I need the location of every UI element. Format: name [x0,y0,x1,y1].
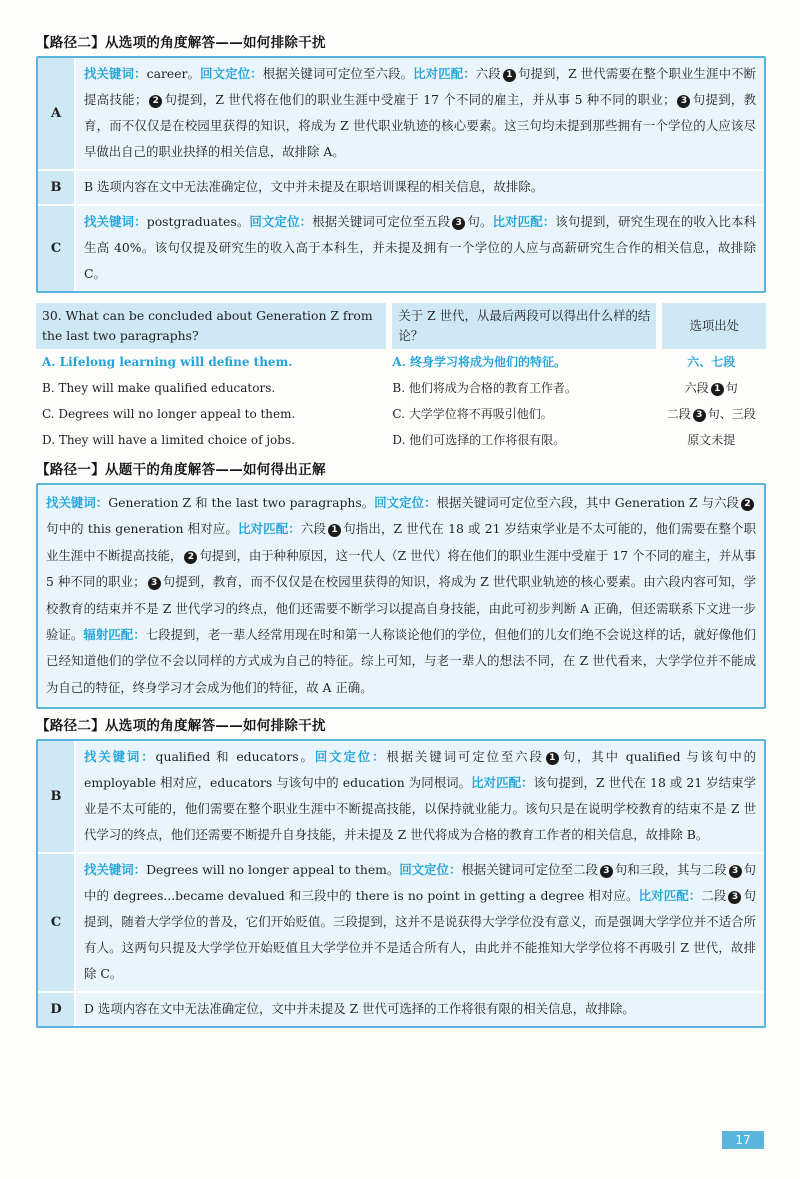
text-segment: 句提到，教育，而不仅仅是在校园里获得的知识，将成为 Z 世代职业轨迹的核心要素。这三句均未提到那些拥有一个学位的人应该尽早做出自己的职业抉择的相关信息，故排除 A。 [84,92,757,159]
text-segment: 句 [725,381,738,395]
keyword-label: 比对匹配： [237,521,301,537]
text-segment: 该句提到，Z 世代在 18 或 21 岁结束学业是不太可能的，他们需要在整个职业生涯中不断提高技能，以保持就业能力。该句只是在说明学校教育的结束不是 Z 世代学习的终点，他们还需要不断提升自身技能，并未提及 Z 世代将成为合格的教育工作者的相关信息，故排除 B。 [84,775,756,843]
option-source [656,375,766,401]
keyword-label: 找关键词： [84,749,156,765]
options-table-bottom [38,741,764,1026]
analysis-box [36,483,766,709]
section-heading-path2-bottom: 【路径二】从选项的角度解答——如何排除干扰 [36,718,326,735]
answer-option-row [36,427,766,453]
text-segment: 句中的 this generation 相对应。 [46,521,238,537]
text-segment: Generation Z 和 the last two paragraphs。 [108,495,375,510]
option-en: C. Degrees will no longer appeal to them. [42,407,296,421]
text-segment: 根据关键词可定位至二段 [461,862,598,878]
keyword-label: 回文定位： [249,214,313,229]
option-cn: C. 大学学位将不再吸引他们。 [392,407,553,421]
text-segment: B 选项内容在文中无法准确定位，文中并未提及在职培训课程的相关信息，故排除。 [84,179,544,194]
option-row-a [38,58,764,170]
options-box-bottom [36,739,766,1028]
text-segment: 六、七段 [687,355,736,369]
source-header: 选项出处 [656,303,766,349]
text-segment: Degrees will no longer appeal to them。 [146,862,400,878]
option-en: D. They will have a limited choice of jobs. [42,433,295,447]
option-letter: C [38,853,75,992]
option-explanation [75,853,764,992]
question-cn: 关于 Z 世代，从最后两段可以得出什么样的结论？ [386,303,656,349]
option-explanation [75,992,764,1026]
text-segment: 句提到，Z 世代需要在整个职业生涯中不断提高技能； [84,66,757,107]
option-letter: B [38,170,75,205]
sentence-number-badge: 3 [452,217,465,230]
option-explanation [75,58,764,170]
option-cn: A. 终身学习将成为他们的特征。 [392,355,567,369]
option-cn: D. 他们可选择的工作将很有限。 [392,433,566,447]
text-segment: 六段 [684,381,709,395]
text-segment: D 选项内容在文中无法准确定位，文中并未提及 Z 世代可选择的工作将很有限的相关信息，故排除。 [84,1001,635,1017]
text-segment: 二段 [701,888,727,904]
option-letter: B [38,741,75,853]
text-segment: 根据关键词可定位至六段。 [262,66,414,81]
keyword-label: 比对匹配： [413,66,476,81]
text-segment: 七段提到，老一辈人经常用现在时和第一人称谈论他们的学位，但他们的儿女们绝不会说这样的话，就好像他们已经知道他们的学位不会以同样的方式成为自己的特征。综上可知，与老一辈人的想法不同，在 Z 世代看来，大学学位并不能成为自己的特征，终身学习才会成为他们的特征，故 A 正确。 [46,627,757,695]
option-letter: D [38,992,75,1026]
text-segment: 句提到，由于种种原因，这一代人（Z 世代）将在他们的职业生涯中受雇于 17 个不同的雇主，并从事 5 种不同的职业； [46,547,757,590]
sentence-number-badge: 1 [546,752,559,765]
analysis-text [38,485,764,707]
question-30-table [36,303,766,453]
keyword-label: 比对匹配： [638,888,702,904]
text-segment: 根据关键词可定位至五段 [312,214,451,229]
text-segment: 原文未提 [687,433,736,447]
answer-option-row [36,401,766,427]
option-source [656,401,766,427]
sentence-number-badge: 3 [600,865,613,878]
answer-option-row [36,349,766,375]
option-en: B. They will make qualified educators. [42,381,276,395]
sentence-number-badge: 2 [149,95,162,108]
option-explanation [75,170,764,205]
text-segment: 该句提到，研究生现在的收入比本科生高 40%。该句仅提及研究生的收入高于本科生，并未提及拥有一个学位的人应与高薪研究生合作的相关信息，故排除 C。 [84,214,757,281]
text-segment: 根据关键词可定位至六段，其中 Generation Z 与六段 [436,495,740,510]
text-segment: 六段 [300,521,327,537]
page-number: 17 [722,1131,764,1149]
option-en: A. Lifelong learning will define them. [42,355,293,369]
options-box-top [36,56,766,293]
keyword-label: 找关键词： [46,495,109,510]
text-segment: 句和三段，其与二段 [614,862,727,878]
page [36,30,766,1028]
option-letter: A [38,58,75,170]
option-row-d [38,992,764,1026]
keyword-label: 比对匹配： [492,214,556,229]
text-segment: 句中的 degrees...became devalued 和三段中的 there is no point in getting a degree 相对应。 [84,862,757,904]
sentence-number-badge: 2 [741,498,754,511]
text-segment: 句提到，随着大学学位的普及，它们开始贬值。三段提到，这并不是说获得大学学位没有意义，而是强调大学学位并不适合所有人。这两句只提及大学学位开始贬值且大学学位并不是适合所有人，由此并不能推知大学学位将不再吸引 Z 世代，故排除 C。 [84,888,757,982]
text-segment: 二段 [666,407,691,421]
sentence-number-badge: 3 [729,865,742,878]
sentence-number-badge: 3 [693,409,706,422]
sentence-number-badge: 1 [711,383,724,396]
keyword-label: 找关键词： [84,862,147,878]
section-heading-path2-top: 【路径二】从选项的角度解答——如何排除干扰 [36,35,326,51]
option-source [656,427,766,453]
text-segment: 根据关键词可定位至六段 [386,749,544,765]
section-heading-path1: 【路径一】从题干的角度解答——如何得出正解 [36,462,326,478]
option-row-b [38,741,764,853]
sentence-number-badge: 3 [728,891,741,904]
sentence-number-badge: 2 [184,551,197,564]
answer-option-row [36,375,766,401]
option-row-c [38,853,764,992]
question-en: 30. What can be concluded about Generation Z from the last two paragraphs? [36,303,386,349]
keyword-label: 回文定位： [200,66,263,81]
keyword-label: 找关键词： [84,214,147,229]
text-segment: postgraduates。 [146,214,250,229]
text-segment: 句、三段 [707,407,756,421]
text-segment: 句。 [467,214,493,229]
text-segment: 句提到，Z 世代将在他们的职业生涯中受雇于 17 个不同的雇主，并从事 5 种不同的职业； [164,92,676,107]
keyword-label: 比对匹配： [471,775,534,791]
sentence-number-badge: 3 [677,95,690,108]
option-row-b [38,170,764,205]
option-row-c [38,205,764,291]
sentence-number-badge: 3 [148,577,161,590]
keyword-label: 回文定位： [399,862,462,878]
text-segment: qualified 和 educators。 [155,749,315,765]
option-cn: B. 他们将成为合格的教育工作者。 [392,381,577,395]
keyword-label: 找关键词： [84,66,147,81]
option-source [656,349,766,375]
text-segment: 句提到，教育，而不仅仅是在校园里获得的知识，将成为 Z 世代职业轨迹的核心要素。由六段内容可知，学校教育的结束并不是 Z 世代学习的终点，他们还需要不断学习以提高自身技能，由此可初步判断 A 正确，但还需联系下文进一步验证。 [46,574,756,643]
keyword-label: 回文定位： [374,495,437,510]
option-explanation [75,741,764,853]
option-explanation [75,205,764,291]
text-segment: 句，其中 qualified 与该句中的 employable 相对应，educators 与该句中的 education 为同根词。 [84,749,757,791]
text-segment: career。 [146,66,201,81]
sentence-number-badge: 1 [328,524,341,537]
keyword-label: 回文定位： [314,749,387,765]
options-table-top [38,58,764,291]
text-segment: 六段 [475,66,501,81]
option-letter: C [38,205,75,291]
keyword-label: 辐射匹配： [83,627,146,643]
sentence-number-badge: 1 [503,69,516,82]
text-segment: 句指出，Z 世代在 18 或 21 岁结束学业是不太可能的，他们需要在整个职业生涯中不断提高技能， [46,521,756,563]
